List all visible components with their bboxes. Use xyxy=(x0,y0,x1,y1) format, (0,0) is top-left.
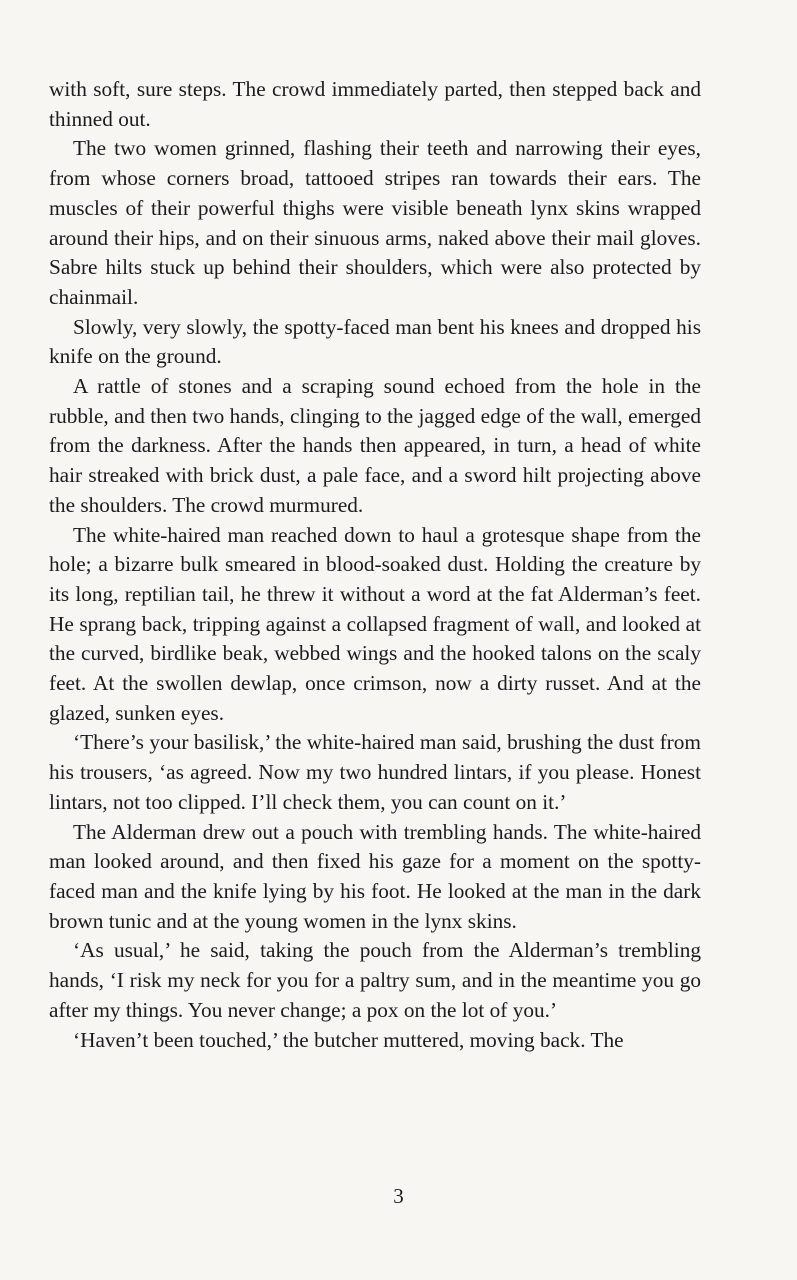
paragraph: The two women grinned, flashing their teeth and narrowing their eyes, from whose corners broad, tattooed stripes ran towards their ears. The muscles of their powerful thighs were visible beneath lynx skins wrapped around their hips, and on their sinuous arms, naked above their mail gloves. Sabre hilts stuck up behind their shoulders, which were also protected by chainmail. xyxy=(49,136,701,309)
paragraph: A rattle of stones and a scraping sound echoed from the hole in the rubble, and then two hands, clinging to the jagged edge of the wall, emerged from the darkness. After the hands then appeared, in turn, a head of white hair streaked with brick dust, a pale face, and a sword hilt projecting above the shoulders. The crowd murmured. xyxy=(49,374,701,517)
paragraph: ‘As usual,’ he said, taking the pouch from the Alderman’s trembling hands, ‘I risk my neck for you for a paltry sum, and in the meantime you go after my things. You never change; a pox on the lot of you.’ xyxy=(49,938,701,1022)
paragraph: ‘There’s your basilisk,’ the white-haired man said, brushing the dust from his trousers, ‘as agreed. Now my two hundred lintars, if you please. Honest lintars, not too clipped. I’ll check them, you can count on it.’ xyxy=(49,730,701,814)
paragraph: The white-haired man reached down to haul a grotesque shape from the hole; a bizarre bulk smeared in blood-soaked dust. Holding the creature by its long, reptilian tail, he threw it without a word at the fat Alderman’s feet. He sprang back, tripping against a collapsed fragment of wall, and looked at the curved, birdlike beak, webbed wings and the hooked talons on the scaly feet. At the swollen dewlap, once crimson, now a dirty russet. And at the glazed, sunken eyes. xyxy=(49,522,701,725)
paragraph-continuation: with soft, sure steps. The crowd immediately parted, then stepped back and thinned out. xyxy=(49,77,701,131)
body-text xyxy=(49,75,701,1055)
paragraph: Slowly, very slowly, the spotty-faced man bent his knees and dropped his knife on the ground. xyxy=(49,314,701,369)
paragraph: The Alderman drew out a pouch with trembling hands. The white-haired man looked around, and then fixed his gaze for a moment on the spotty-faced man and the knife lying by his foot. He looked at the man in the dark brown tunic and at the young women in the lynx skins. xyxy=(49,819,701,933)
paragraph: ‘Haven’t been touched,’ the butcher muttered, moving back. The xyxy=(73,1027,624,1052)
page-number: 3 xyxy=(393,1184,404,1208)
